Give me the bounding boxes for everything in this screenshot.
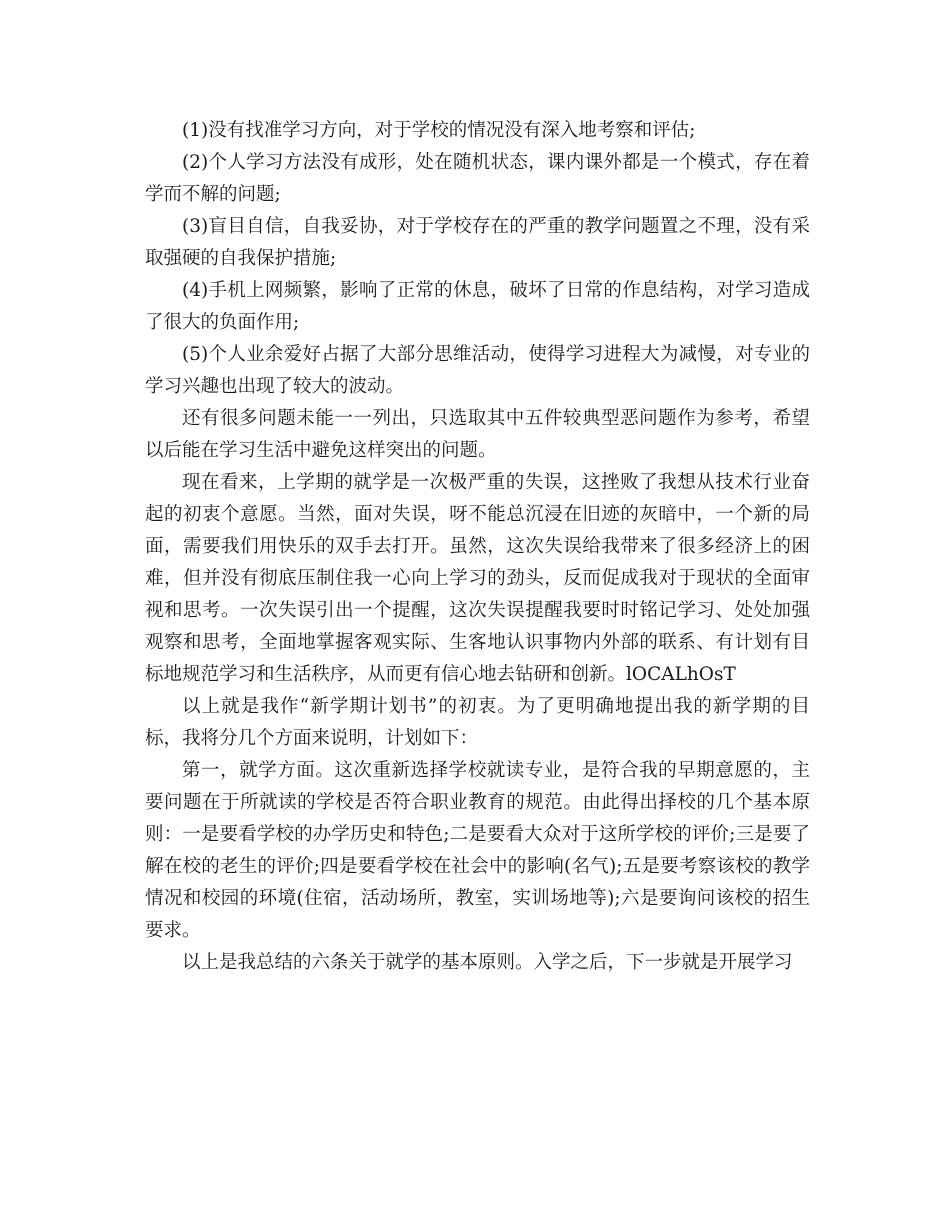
document-body [145, 115, 810, 979]
paragraph-problem-1: (1)没有找准学习方向，对于学校的情况没有深入地考察和评估; [182, 120, 696, 141]
paragraph-plan-intro: 以上就是我作“新学期计划书”的初衷。为了更明确地提出我的新学期的目标，我将分几个方面来说明，计划如下： [145, 696, 810, 749]
paragraph-problem-5: (5)个人业余爱好占据了大部分思维活动，使得学习进程大为减慢，对专业的学习兴趣也出现了较大的波动。 [145, 344, 810, 397]
paragraph-problem-2: (2)个人学习方法没有成形，处在随机状态，课内课外都是一个模式，存在着学而不解的问题; [145, 152, 810, 205]
paragraph-summary: 还有很多问题未能一一列出，只选取其中五件较典型恶问题作为参考，希望以后能在学习生活中避免这样突出的问题。 [145, 408, 810, 461]
paragraph-first-enrollment: 第一，就学方面。这次重新选择学校就读专业，是符合我的早期意愿的，主要问题在于所就读的学校是否符合职业教育的规范。由此得出择校的几个基本原则：一是要看学校的办学历史和特色;二是要看大众对于这所学校的评价;三是要了解在校的老生的评价;四是要看学校在社会中的影响(名气);五是要考察该校的教学情况和校园的环境(住宿，活动场所，教室，实训场地等);六是要询问该校的招生要求。 [145, 760, 810, 941]
paragraph-problem-4: (4)手机上网频繁，影响了正常的休息，破坏了日常的作息结构，对学习造成了很大的负面作用; [145, 280, 810, 333]
paragraph-principles-summary: 以上是我总结的六条关于就学的基本原则。入学之后，下一步就是开展学习 [182, 952, 793, 973]
paragraph-reflection: 现在看来，上学期的就学是一次极严重的失误，这挫败了我想从技术行业奋起的初衷个意愿。当然，面对失误，呀不能总沉浸在旧迹的灰暗中，一个新的局面，需要我们用快乐的双手去打开。虽然，这次失误给我带来了很多经济上的困难，但并没有彻底压制住我一心向上学习的劲头，反而促成我对于现状的全面审视和思考。一次失误引出一个提醒，这次失误提醒我要时时铭记学习、处处加强观察和思考，全面地掌握客观实际、生客地认识事物内外部的联系、有计划有目标地规范学习和生活秩序，从而更有信心地去钻研和创新。lOCALhOsT [145, 472, 810, 685]
paragraph-problem-3: (3)盲目自信，自我妥协，对于学校存在的严重的教学问题置之不理，没有采取强硬的自我保护措施; [145, 216, 810, 269]
